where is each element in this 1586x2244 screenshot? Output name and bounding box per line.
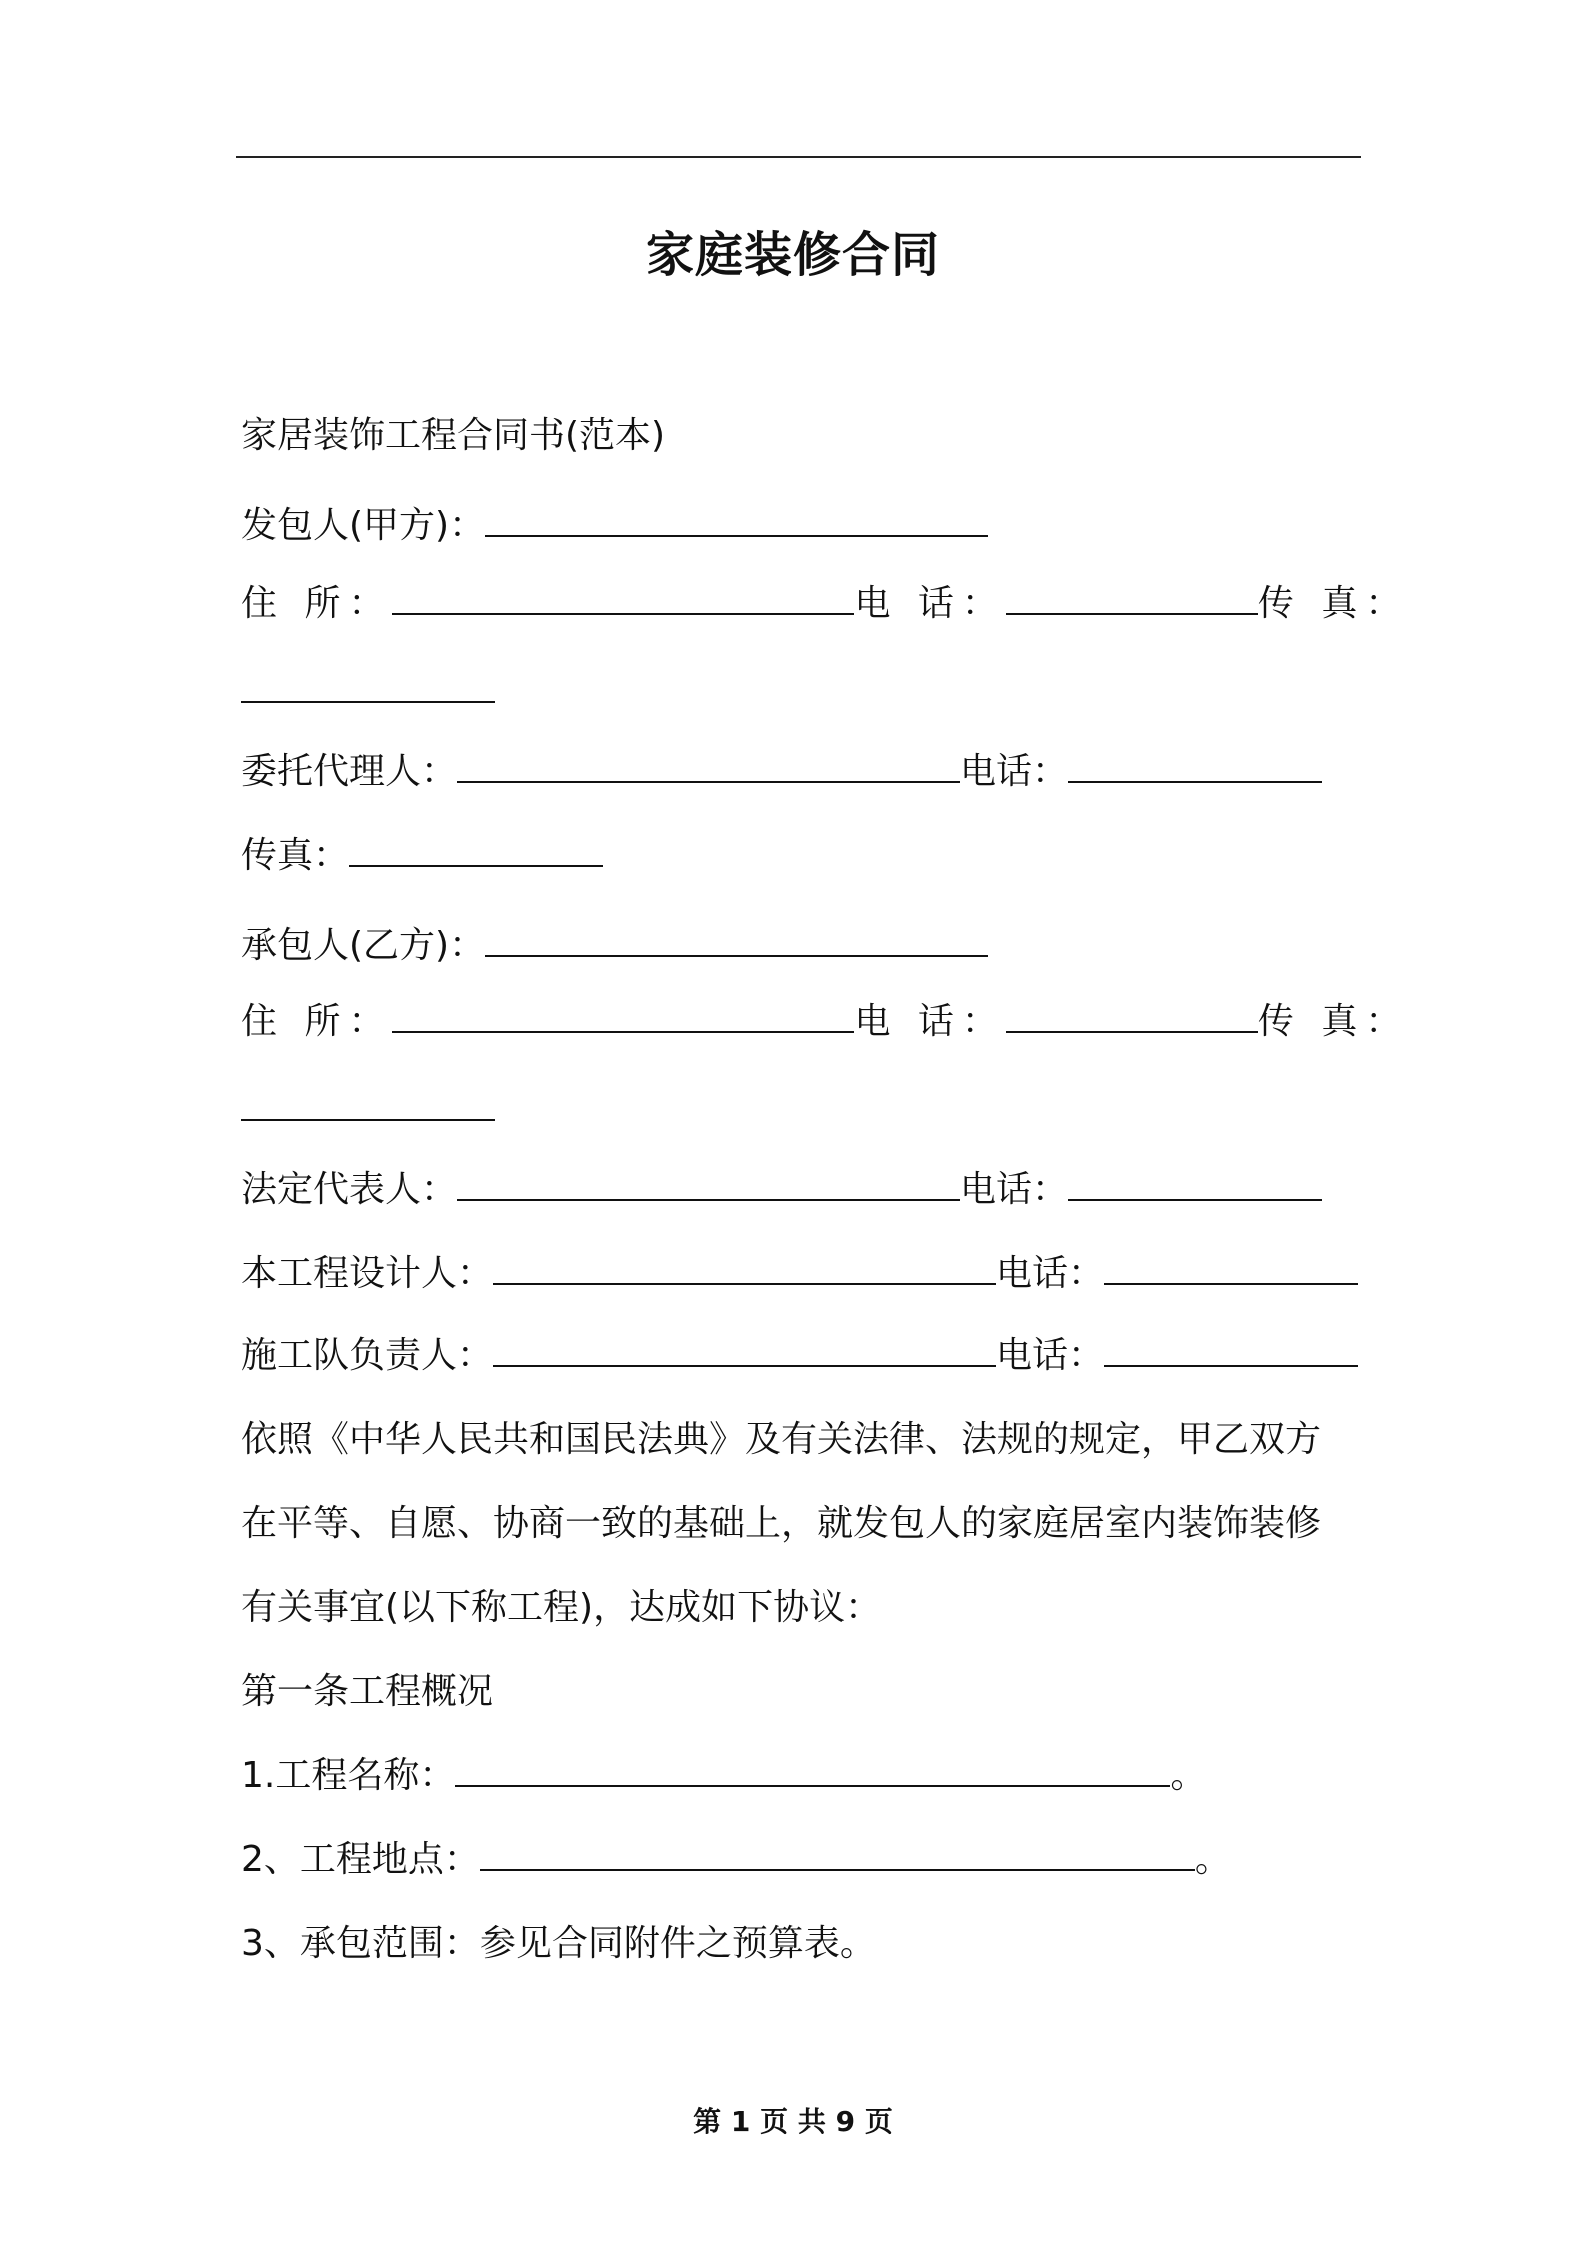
team-lead-phone-label: 电话： <box>996 1335 1105 1376</box>
party-a-fax-line <box>241 668 495 716</box>
party-a-name-field[interactable] <box>485 503 988 537</box>
party-b-label: 承包人(乙方)： <box>241 925 486 966</box>
party-b-line <box>241 922 988 970</box>
party-a-phone-field[interactable] <box>1006 581 1258 615</box>
contract-scope-line: 3、承包范围：参见合同附件之预算表。 <box>241 1923 876 1964</box>
preamble-line-2: 在平等、自愿、协商一致的基础上，就发包人的家庭居室内装饰装修 <box>241 1503 1322 1544</box>
legal-rep-label: 法定代表人： <box>241 1169 458 1210</box>
party-a-address-field[interactable] <box>392 581 854 615</box>
project-name-label: 1.工程名称： <box>241 1755 456 1796</box>
agent-fax-line <box>241 832 603 880</box>
designer-label: 本工程设计人： <box>241 1253 494 1294</box>
party-a-phone-label: 电 话： <box>854 583 1006 624</box>
legal-rep-line <box>241 1166 1322 1214</box>
team-lead-phone-field[interactable] <box>1104 1333 1358 1367</box>
legal-rep-phone-field[interactable] <box>1068 1167 1322 1201</box>
project-name-line <box>241 1752 1206 1800</box>
designer-line <box>241 1250 1358 1298</box>
team-lead-label: 施工队负责人： <box>241 1335 494 1376</box>
project-location-field[interactable] <box>480 1837 1195 1871</box>
party-a-fax-label: 传 真： <box>1257 583 1410 624</box>
designer-phone-field[interactable] <box>1104 1251 1358 1285</box>
party-b-phone-label: 电 话： <box>854 1001 1006 1042</box>
agent-phone-label: 电话： <box>960 751 1069 792</box>
party-a-label: 发包人(甲方)： <box>241 505 486 546</box>
project-name-period: 。 <box>1170 1755 1207 1796</box>
team-lead-line <box>241 1332 1358 1380</box>
party-b-fax-label: 传 真： <box>1257 1001 1410 1042</box>
team-lead-name-field[interactable] <box>493 1333 996 1367</box>
agent-label: 委托代理人： <box>241 751 458 792</box>
party-b-contact-line <box>241 998 1409 1046</box>
agent-fax-label: 传真： <box>241 835 350 876</box>
designer-name-field[interactable] <box>493 1251 996 1285</box>
agent-line <box>241 748 1322 796</box>
agent-fax-field[interactable] <box>349 833 603 867</box>
party-a-fax-field[interactable] <box>241 669 495 703</box>
preamble-line-3: 有关事宜(以下称工程)，达成如下协议： <box>241 1587 882 1628</box>
document-title: 家庭装修合同 <box>645 227 940 283</box>
party-b-address-field[interactable] <box>392 999 854 1033</box>
party-b-phone-field[interactable] <box>1006 999 1258 1033</box>
project-name-field[interactable] <box>455 1753 1170 1787</box>
designer-phone-label: 电话： <box>996 1253 1105 1294</box>
project-location-label: 2、工程地点： <box>241 1839 480 1880</box>
party-a-address-label: 住 所： <box>241 583 393 624</box>
document-subtitle: 家居装饰工程合同书(范本) <box>241 415 666 456</box>
project-location-period: 。 <box>1194 1839 1231 1880</box>
legal-rep-phone-label: 电话： <box>960 1169 1069 1210</box>
agent-name-field[interactable] <box>457 749 960 783</box>
project-location-line <box>241 1836 1231 1884</box>
party-a-contact-line <box>241 580 1409 628</box>
party-a-line <box>241 502 988 550</box>
page-footer: 第 1 页 共 9 页 <box>693 2105 893 2138</box>
party-b-fax-field[interactable] <box>241 1087 495 1121</box>
legal-rep-name-field[interactable] <box>457 1167 960 1201</box>
party-b-name-field[interactable] <box>485 923 988 957</box>
agent-phone-field[interactable] <box>1068 749 1322 783</box>
header-rule <box>236 156 1361 158</box>
preamble-line-1: 依照《中华人民共和国民法典》及有关法律、法规的规定，甲乙双方 <box>241 1419 1322 1460</box>
party-b-address-label: 住 所： <box>241 1001 393 1042</box>
article-1-heading: 第一条工程概况 <box>241 1671 494 1712</box>
party-b-fax-line <box>241 1086 495 1134</box>
